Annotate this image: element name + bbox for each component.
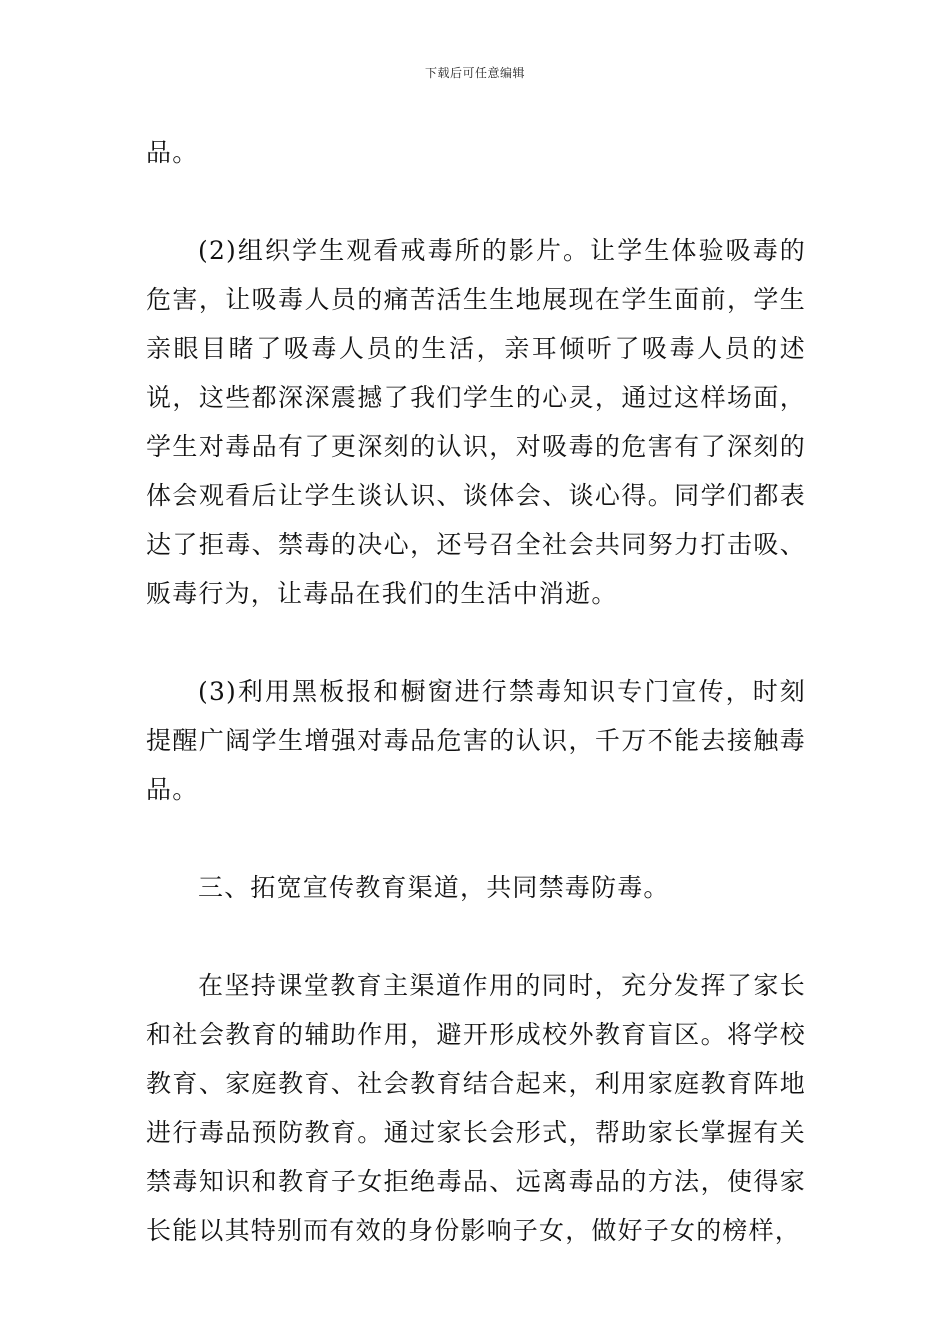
document-body: [146, 128, 806, 1255]
paragraph-family-education: 在坚持课堂教育主渠道作用的同时，充分发挥了家长和社会教育的辅助作用，避开形成校外教育盲区。将学校教育、家庭教育、社会教育结合起来，利用家庭教育阵地进行毒品预防教育。通过家长会形式，帮助家长掌握有关禁毒知识和教育子女拒绝毒品、远离毒品的方法，使得家长能以其特别而有效的身份影响子女，做好子女的榜样，: [146, 971, 806, 1245]
paragraph-gap: [146, 912, 806, 961]
paragraph-continuation: 品。: [146, 138, 199, 167]
paragraph-blackboard: (3)利用黑板报和橱窗进行禁毒知识专门宣传，时刻提醒广阔学生增强对毒品危害的认识，千万不能去接触毒品。: [146, 677, 806, 804]
paragraph-gap: [146, 177, 806, 226]
paragraph-film-viewing: (2)组织学生观看戒毒所的影片。让学生体验吸毒的危害，让吸毒人员的痛苦活生生地展现在学生面前，学生亲眼目睹了吸毒人员的生活，亲耳倾听了吸毒人员的述说，这些都深深震撼了我们学生的心灵，通过这样场面，学生对毒品有了更深刻的认识，对吸毒的危害有了深刻的体会观看后让学生谈认识、谈体会、谈心得。同学们都表达了拒毒、禁毒的决心，还号召全社会共同努力打击吸、贩毒行为，让毒品在我们的生活中消逝。: [146, 236, 806, 608]
paragraph-gap: [146, 618, 806, 667]
paragraph-gap: [146, 814, 806, 863]
section-heading: 三、拓宽宣传教育渠道，共同禁毒防毒。: [198, 873, 670, 902]
page-header-note: 下载后可任意编辑: [424, 66, 525, 80]
